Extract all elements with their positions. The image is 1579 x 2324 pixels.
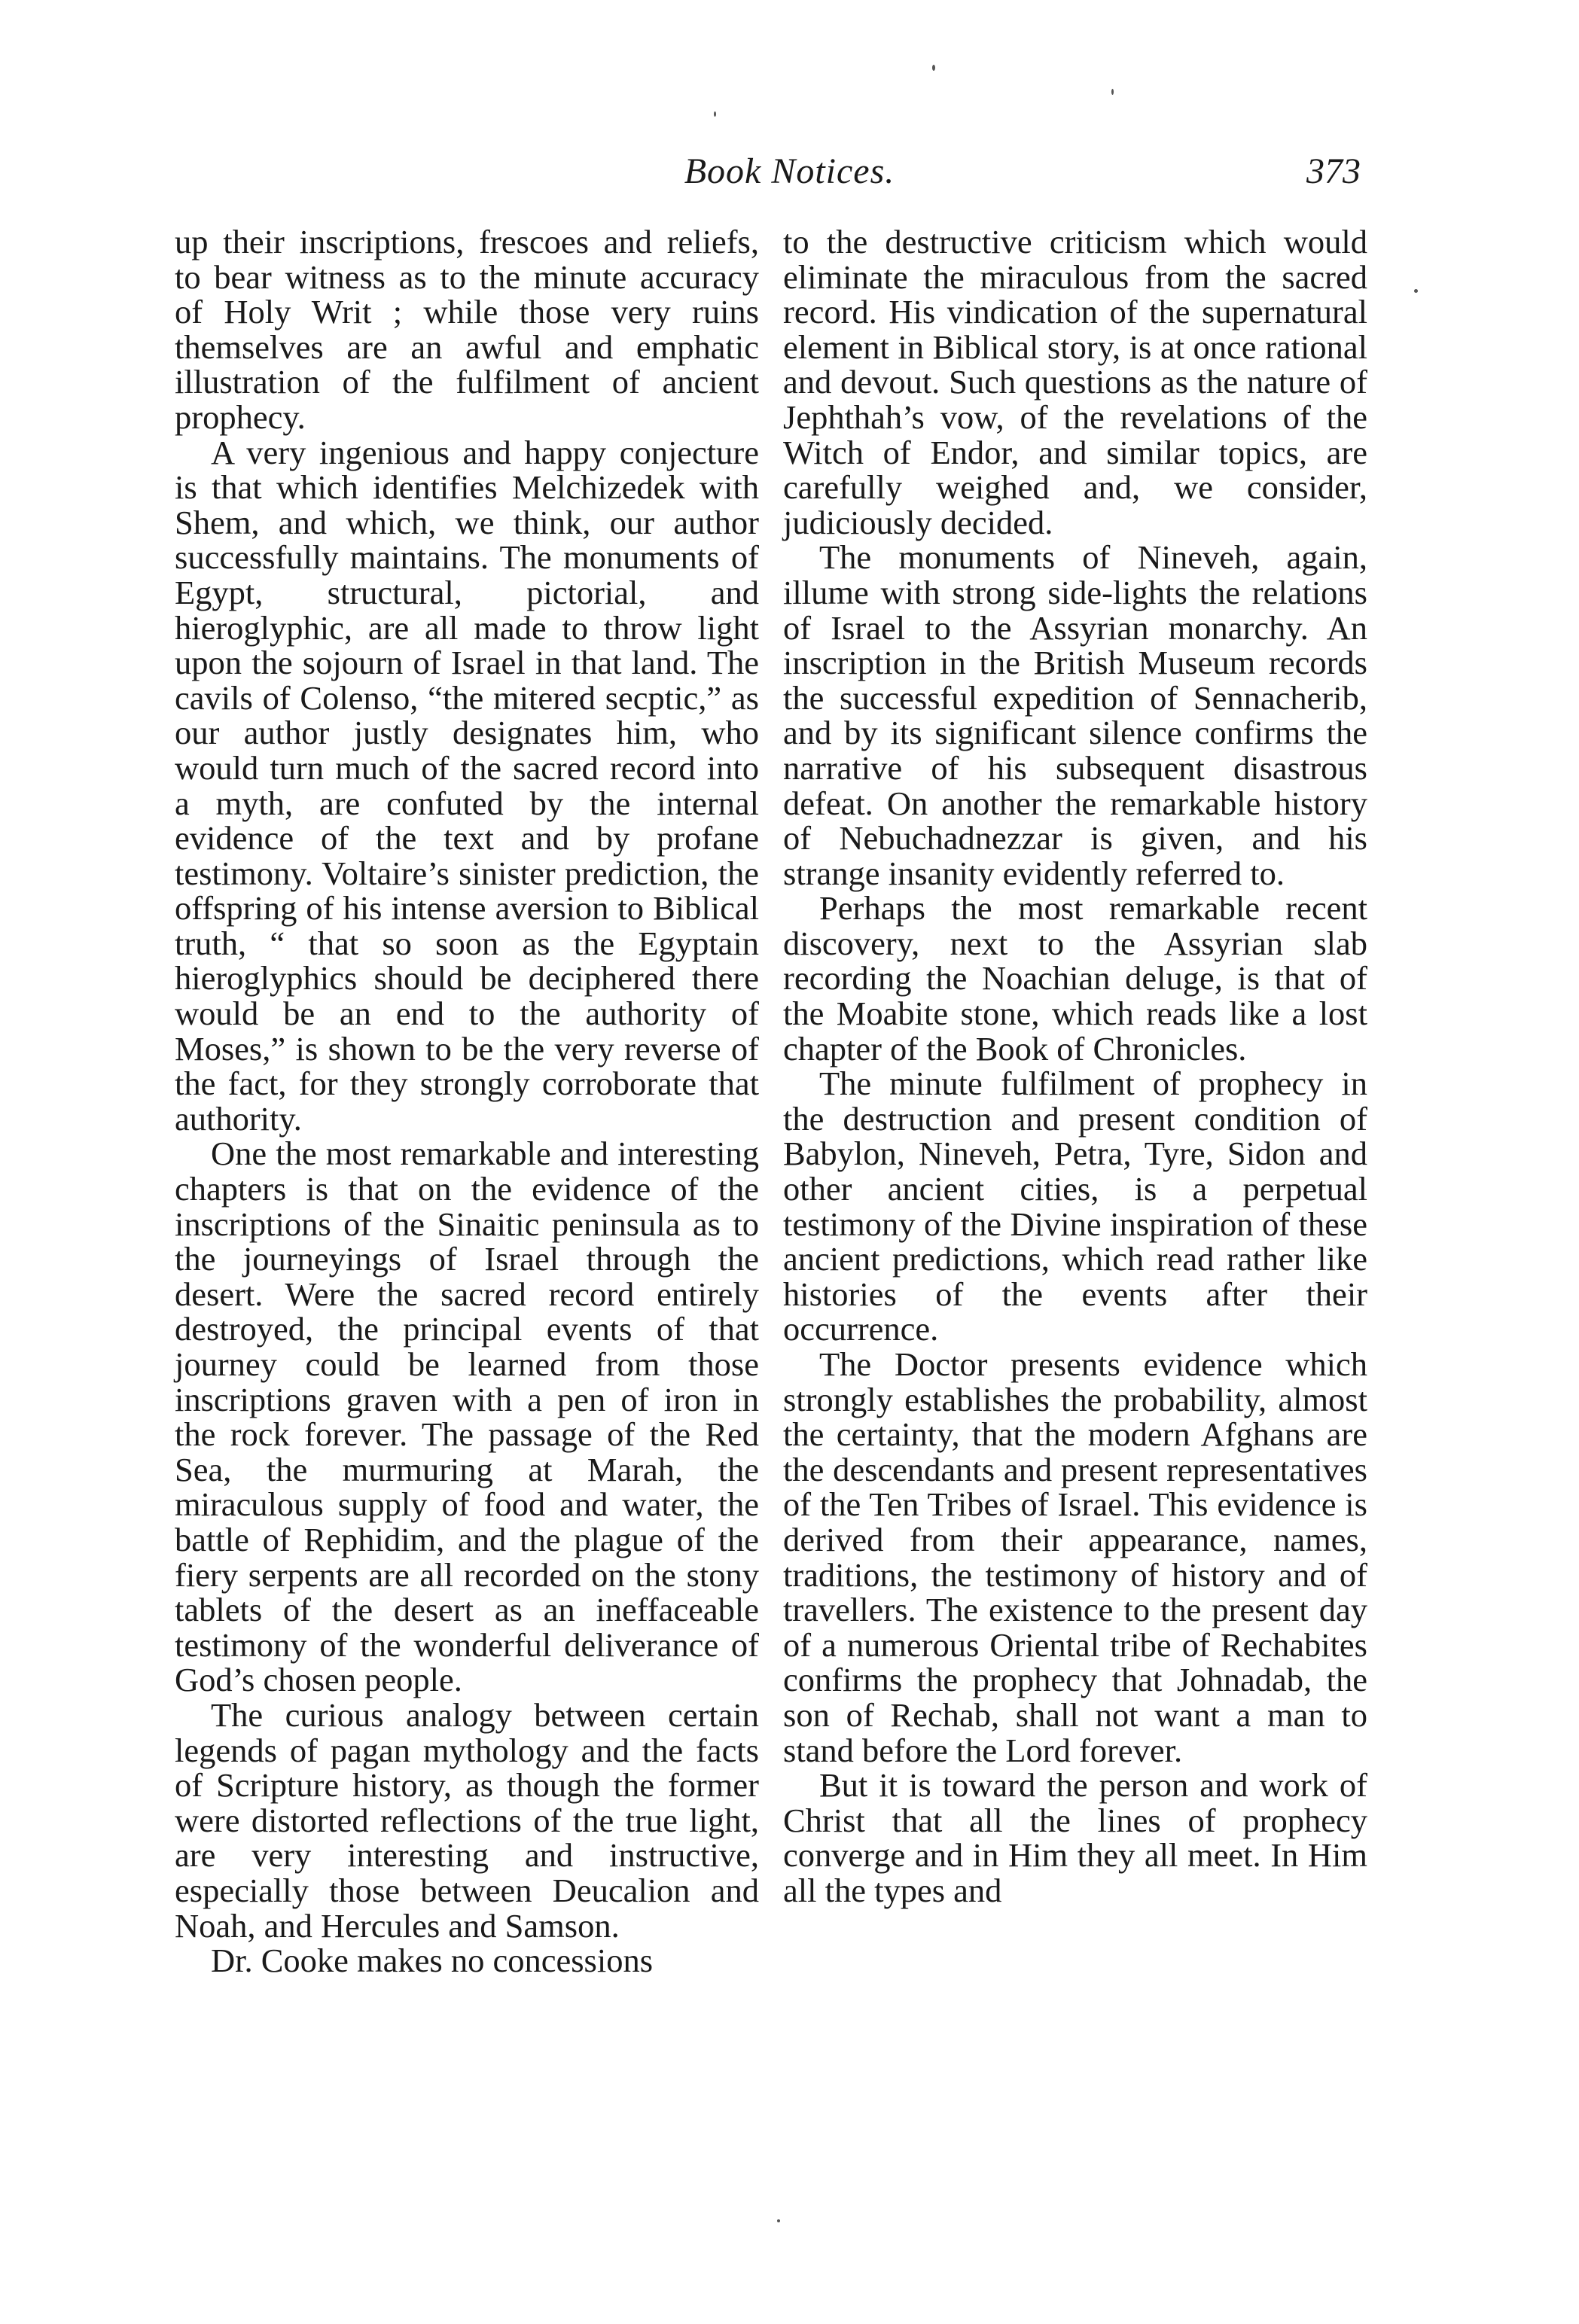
- running-head: [0, 151, 1579, 203]
- paragraph: The Doctor presents evidence which strongly establishes the probability, almost the certainty, that the modern Afghans are the descendants and present representatives of the Ten Tribes of Israel. This evidence is derived from their appearance, names, traditions, the testimony of history and of travellers. The existence to the present day of a numerous Oriental tribe of Rechabites confirms the prophecy that Johnadab, the son of Rechab, shall not want a man to stand before the Lord forever.: [783, 1345, 1367, 1769]
- paragraph: to the destructive criticism which would eliminate the miraculous from the sacred record. His vindication of the supernatural element in Biblical story, is at once rational and devout. Such questions as the nature of Jephthah’s vow, of the revelations of the Witch of Endor, and similar topics, are carefully weighed and, we consider, judiciously decided.: [783, 223, 1367, 541]
- paragraph: The curious analogy between certain legends of pagan mythology and the facts of Scripture history, as though the former were distorted reflections of the true light, are very interesting and instructive, especially those between Deucalion and Noah, and Hercules and Samson.: [175, 1695, 759, 1945]
- page-number: 373: [1306, 151, 1361, 191]
- paragraph: up their inscriptions, frescoes and reliefs, to bear witness as to the minute accuracy of Holy Writ ; while those very ruins themselves are an awful and emphatic illustration of the fulfilment of ancient prophecy.: [175, 223, 759, 436]
- scan-speck: [932, 65, 935, 71]
- paragraph: A very ingenious and happy conjecture is that which identifies Melchizedek with Shem, and which, we think, our author successfully maintains. The monuments of Egypt, structural, pictorial, and hieroglyphic, are all made to throw light upon the sojourn of Israel in that land. The cavils of Colenso, “the mitered secptic,” as our author justly designates him, who would turn much of the sacred record into a myth, are confuted by the internal evidence of the text and by profane testimony. Voltaire’s sinister prediction, the offspring of his intense aversion to Biblical truth, “ that so soon as the Egyptain hieroglyphics should be deciphered there would be an end to the authority of Moses,” is shown to be the very reverse of the fact, for they strongly corroborate that authority.: [175, 433, 759, 1138]
- paragraph: But it is toward the person and work of Christ that all the lines of prophecy converge and in Him they all meet. In Him all the types and: [783, 1766, 1367, 1909]
- left-column: [175, 224, 759, 1978]
- scan-speck: [714, 111, 716, 117]
- paragraph: One the most remarkable and interesting chapters is that on the evidence of the inscriptions of the Sinaitic peninsula as to the journeyings of Israel through the desert. Were the sacred record entirely destroyed, the principal events of that journey could be learned from those inscriptions graven with a pen of iron in the rock forever. The passage of the Red Sea, the murmuring at Marah, the miraculous supply of food and water, the battle of Rephidim, and the plague of the fiery serpents are all recorded on the stony tablets of the desert as an ineffaceable testimony of the wonderful deliverance of God’s chosen people.: [175, 1135, 759, 1699]
- running-title: Book Notices.: [684, 151, 895, 191]
- paragraph: The minute fulfilment of prophecy in the destruction and present condition of Babylon, Nineveh, Petra, Tyre, Sidon and other ancient cities, is a perpetual testimony of the Divine inspiration of these ancient predictions, which read rather like histories of the events after their occurrence.: [783, 1065, 1367, 1348]
- right-column: [783, 224, 1367, 1908]
- scan-speck: [777, 2219, 780, 2222]
- paragraph: Dr. Cooke makes no concessions: [211, 1942, 654, 1980]
- scan-speck: [1414, 289, 1418, 293]
- scan-speck: [1111, 89, 1114, 95]
- paragraph: Perhaps the most remarkable recent discovery, next to the Assyrian slab recording the Noachian deluge, is that of the Moabite stone, which reads like a lost chapter of the Book of Chronicles.: [783, 889, 1367, 1068]
- paragraph: The monuments of Nineveh, again, illume with strong side-lights the relations of Israel to the Assyrian monarchy. An inscription in the British Museum records the successful expedition of Sennacherib, and by its significant silence confirms the narrative of his subsequent disastrous defeat. On another the remarkable history of Nebuchadnezzar is given, and his strange insanity evidently referred to.: [783, 538, 1367, 892]
